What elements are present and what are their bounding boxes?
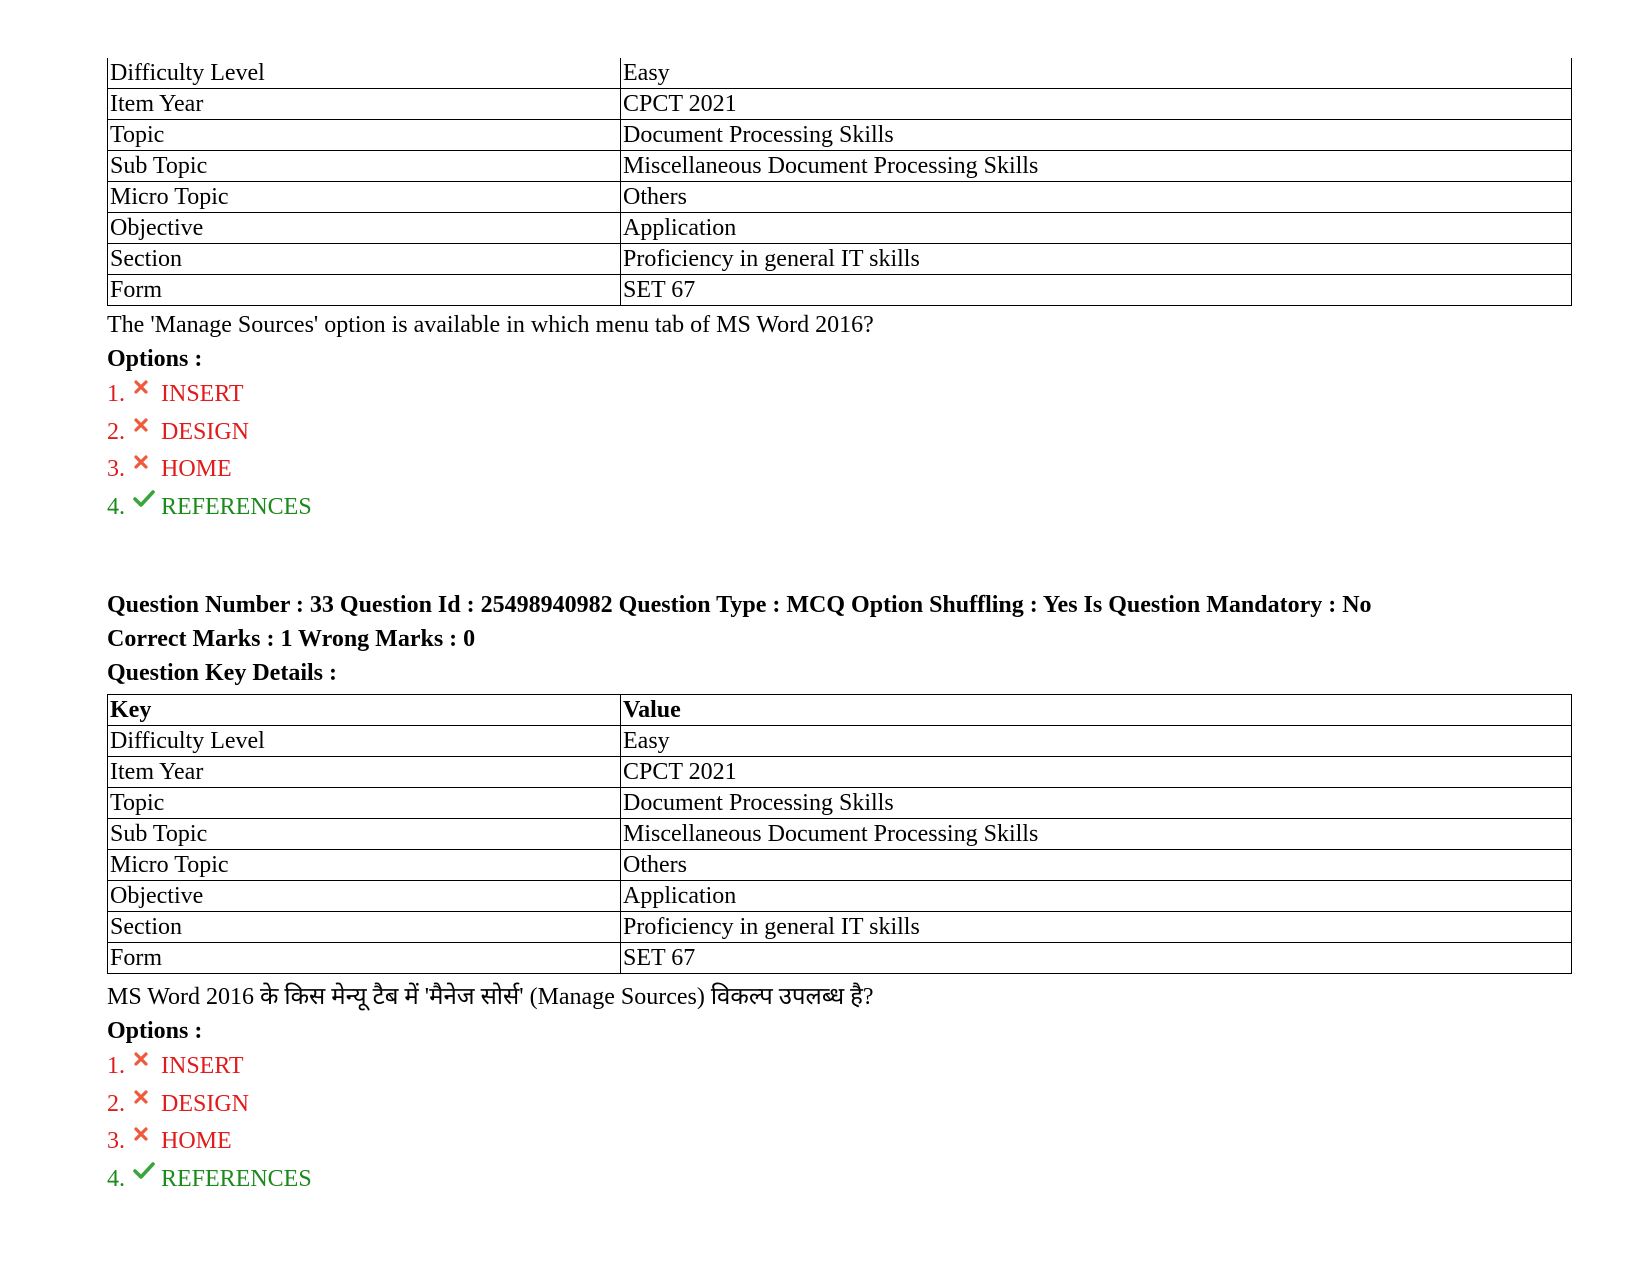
- key-details-table: [107, 58, 1572, 306]
- options-label: Options :: [107, 346, 203, 372]
- options-label: Options :: [107, 1018, 203, 1044]
- value-cell: Document Processing Skills: [621, 788, 1572, 819]
- option-number: 4.: [107, 493, 125, 520]
- option-number: 2.: [107, 418, 125, 445]
- cross-icon: [133, 1042, 161, 1080]
- option-text: INSERT: [161, 1053, 244, 1079]
- value-cell: CPCT 2021: [621, 89, 1572, 120]
- key-cell: Sub Topic: [108, 819, 621, 850]
- key-cell: Form: [108, 943, 621, 974]
- option-number: 3.: [107, 456, 125, 482]
- key-cell: Topic: [108, 120, 621, 151]
- table-row: [108, 89, 1572, 120]
- key-cell: Sub Topic: [108, 151, 621, 182]
- key-cell: Micro Topic: [108, 182, 621, 213]
- column-header-key: Key: [108, 695, 621, 726]
- question-text: The 'Manage Sources' option is available in which menu tab of MS Word 2016?: [107, 312, 874, 338]
- table-row: [108, 726, 1572, 757]
- table-row: [108, 757, 1572, 788]
- value-cell: Others: [621, 182, 1572, 213]
- check-icon: [133, 1155, 161, 1193]
- option-item: [107, 1123, 1572, 1161]
- cross-icon: [133, 445, 161, 483]
- question-block-32: [107, 58, 1572, 526]
- key-cell: Objective: [108, 881, 621, 912]
- table-row: [108, 151, 1572, 182]
- table-row: [108, 275, 1572, 306]
- key-cell: Topic: [108, 788, 621, 819]
- value-cell: Application: [621, 881, 1572, 912]
- key-cell: Item Year: [108, 89, 621, 120]
- check-icon: [133, 483, 161, 521]
- key-cell: Micro Topic: [108, 850, 621, 881]
- option-item: [107, 489, 1572, 527]
- table-row: [108, 912, 1572, 943]
- table-row: [108, 244, 1572, 275]
- key-cell: Difficulty Level: [108, 58, 621, 89]
- option-number: 3.: [107, 1128, 125, 1154]
- key-cell: Objective: [108, 213, 621, 244]
- value-cell: Document Processing Skills: [621, 120, 1572, 151]
- table-row: [108, 881, 1572, 912]
- option-text: REFERENCES: [161, 1165, 312, 1192]
- option-text: INSERT: [161, 381, 244, 407]
- value-cell: Proficiency in general IT skills: [621, 912, 1572, 943]
- question-text: MS Word 2016 के किस मेन्यू टैब में 'मैनेज सोर्स' (Manage Sources) विकल्प उपलब्ध है?: [107, 984, 874, 1010]
- option-item: [107, 451, 1572, 489]
- question-block-33: [107, 588, 1572, 1198]
- key-cell: Section: [108, 912, 621, 943]
- question-header: Question Number : 33 Question Id : 25498940982 Question Type : MCQ Option Shuffling : Yes Is Question Mandatory : No: [107, 592, 1372, 618]
- value-cell: Miscellaneous Document Processing Skills: [621, 151, 1572, 182]
- table-row: [108, 788, 1572, 819]
- value-cell: Proficiency in general IT skills: [621, 244, 1572, 275]
- option-item: [107, 1161, 1572, 1199]
- table-row: [108, 58, 1572, 89]
- table-row: [108, 850, 1572, 881]
- key-cell: Section: [108, 244, 621, 275]
- option-text: HOME: [161, 456, 232, 482]
- option-item: [107, 1048, 1572, 1086]
- table-row: [108, 120, 1572, 151]
- key-cell: Item Year: [108, 757, 621, 788]
- table-header-row: [108, 695, 1572, 726]
- option-item: [107, 1086, 1572, 1124]
- option-item: [107, 414, 1572, 452]
- cross-icon: [133, 1117, 161, 1155]
- option-text: DESIGN: [161, 1090, 249, 1117]
- option-text: REFERENCES: [161, 493, 312, 520]
- marks-line: Correct Marks : 1 Wrong Marks : 0: [107, 626, 476, 652]
- cross-icon: [133, 370, 161, 408]
- option-number: 1.: [107, 381, 125, 407]
- cross-icon: [133, 408, 161, 446]
- table-row: [108, 182, 1572, 213]
- option-item: [107, 376, 1572, 414]
- value-cell: Easy: [621, 726, 1572, 757]
- value-cell: SET 67: [621, 943, 1572, 974]
- value-cell: CPCT 2021: [621, 757, 1572, 788]
- option-text: HOME: [161, 1128, 232, 1154]
- value-cell: Application: [621, 213, 1572, 244]
- key-details-table: [107, 694, 1572, 974]
- value-cell: Easy: [621, 58, 1572, 89]
- value-cell: SET 67: [621, 275, 1572, 306]
- option-number: 2.: [107, 1090, 125, 1117]
- key-details-label: Question Key Details :: [107, 660, 337, 686]
- key-cell: Form: [108, 275, 621, 306]
- cross-icon: [133, 1080, 161, 1118]
- key-cell: Difficulty Level: [108, 726, 621, 757]
- table-row: [108, 943, 1572, 974]
- value-cell: Miscellaneous Document Processing Skills: [621, 819, 1572, 850]
- table-row: [108, 819, 1572, 850]
- column-header-value: Value: [621, 695, 1572, 726]
- table-row: [108, 213, 1572, 244]
- option-number: 4.: [107, 1165, 125, 1192]
- option-number: 1.: [107, 1053, 125, 1079]
- option-text: DESIGN: [161, 418, 249, 445]
- value-cell: Others: [621, 850, 1572, 881]
